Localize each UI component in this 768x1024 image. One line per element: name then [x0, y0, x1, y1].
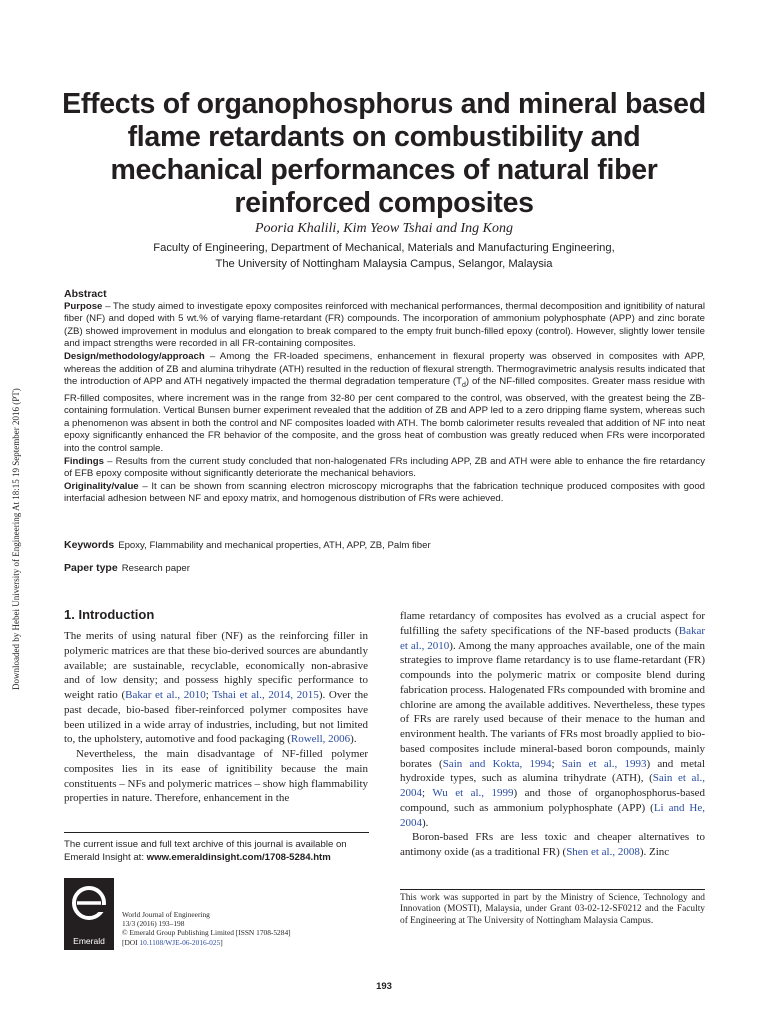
citation-link[interactable]: Bakar et al., 2010: [400, 624, 705, 652]
text: ]: [220, 937, 223, 947]
paragraph: [400, 609, 705, 830]
citation-link[interactable]: Tshai et al., 2014, 2015: [212, 689, 319, 701]
abstract-design: [64, 351, 705, 456]
abstract-purpose: [64, 301, 705, 351]
text: ). Among the many approaches available, one of the main strategies to improve flame retardancy is to use flame-retardant (FR) compounds into the polymeric matrix or composite blend during fabrication process. Halogenated FRs compounded with bromine and chlorine are among the available additives. Nevertheless, these types of FRs are rarely used because of their menace to the human and environment health. The variants of FRs most broadly applied to bio-based composites include mineral-based boron compounds, mainly borates (: [400, 639, 705, 770]
paper-type-label: Paper type: [64, 562, 118, 574]
abstract-text: ) of the NF-filled composites. Greater mass residue with FR-filled composites, where increment was in the range from 32-80 per cent compared to the control, was observed, with the greatest being the ZB-containing formulation. Vertical Bunsen burner experiment revealed that the addition of ZB and APP led to a zero dripping flame system, whereas such a phenomenon was absent in both the control and NF composites loaded with ATH. The bomb calorimeter results revealed that addition of NF into neat epoxy significantly enhanced the FR behavior of the composite, and the gross heat of combustion was greatly reduced when FRs were incorporated into the control sample.: [64, 376, 706, 455]
text: ).: [422, 816, 429, 829]
logo-wordmark: Emerald: [73, 936, 105, 946]
archive-note: [64, 838, 369, 864]
text: The merits of using natural fiber (NF) as the reinforcing filler in polymeric matrices are that these bio-derived sources are abundantly available; are sustainable, recyclable, economically non-abrasive and of low density; and possess highly specific performance to weight ratio (: [64, 630, 368, 701]
journal-line: © Emerald Group Publishing Limited [ISSN 1708-5284]: [122, 928, 291, 938]
funding-note: This work was supported in part by the Ministry of Science, Technology and Innovation (MOSTI), Malaysia, under Grant 03-02-12-SF0212 and the Faculty of Engineering at The University of Nottingham Malaysia Campus.: [400, 893, 705, 926]
text: ;: [551, 757, 562, 770]
abstract-subscript: d: [461, 382, 466, 390]
abstract-label: Findings: [64, 455, 104, 467]
journal-line: World Journal of Engineering: [122, 910, 210, 919]
section-heading: 1. Introduction: [64, 607, 155, 622]
keywords-text: Epoxy, Flammability and mechanical properties, ATH, APP, ZB, Palm fiber: [118, 540, 431, 551]
doi-link[interactable]: 10.1108/WJE-06-2016-025: [139, 937, 221, 947]
text: [DOI: [122, 937, 140, 947]
abstract-text: – The study aimed to investigate epoxy composites reinforced with mechanical performances, thermal decomposition and ignitibility of natural fiber (NF) and doped with 5 wt.% of varying flame-retardant (FR) compounds. The incorporation of ammonium polyphosphate (APP) and zinc borate (ZB) showed improvement in modulus and elongation to break compared to the empty fruit bunch-filled epoxy (control). However, slightly lower tensile and impact strengths were recorded in all FR-containing composites.: [64, 300, 705, 350]
paper-title: Effects of organophosphorus and mineral based flame retardants on combustibility and mechanical performances of natural fiber reinforced composites: [62, 88, 706, 219]
emerald-logo: [64, 878, 114, 950]
citation-link[interactable]: Shen et al., 2008: [566, 846, 640, 858]
citation-link[interactable]: Bakar et al., 2010: [125, 689, 206, 701]
footnote-divider: [64, 832, 369, 833]
abstract-text: – It can be shown from scanning electron microscopy micrographs that the fabrication technique produced composites with good interfacial adhesion between NF and epoxy matrix, and homogenous distribution of FRs were achieved.: [64, 480, 705, 505]
abstract-text: – Among the FR-loaded specimens, enhancement in flexural property was observed in composites with APP, whereas the addition of ZB and alumina trihydrate (ATH) resulted in the reduction of flexural strength. Thermogravimetric analysis results indicated that the introduction of APP and ATH negatively impacted the thermal degradation temperature (T: [64, 350, 705, 388]
paragraph: [400, 830, 705, 860]
emerald-e-icon: [64, 878, 114, 930]
affiliation-line: The University of Nottingham Malaysia Campus, Selangor, Malaysia: [215, 258, 553, 270]
journal-info: [122, 910, 291, 947]
archive-line: The current issue and full text archive of this journal is available on: [64, 839, 347, 850]
text: ;: [422, 787, 433, 799]
author-list: Pooria Khalili, Kim Yeow Tshai and Ing Kong: [254, 221, 513, 236]
keywords-label: Keywords: [64, 539, 115, 551]
abstract-heading: Abstract: [64, 288, 107, 300]
archive-link[interactable]: www.emeraldinsight.com/1708-5284.htm: [146, 852, 331, 863]
citation-link[interactable]: Rowell, 2006: [290, 733, 351, 746]
citation-link[interactable]: Sain et al., 1993: [561, 757, 647, 770]
citation-link[interactable]: Sain and Kokta, 1994: [442, 757, 552, 770]
abstract-findings: [64, 456, 705, 481]
abstract-label: Originality/value: [64, 480, 139, 492]
text: ).: [350, 733, 357, 746]
text: Emerald Insight at:: [64, 852, 147, 863]
citation-link[interactable]: Li and He, 2004: [400, 801, 705, 829]
paper-type-text: Research paper: [121, 563, 190, 574]
text: Boron-based FRs are less toxic and cheaper alternatives to antimony oxide (as a traditional FR) (: [400, 831, 705, 858]
affiliation: [60, 240, 708, 272]
citation-link[interactable]: Sain et al., 2004: [400, 772, 705, 799]
keywords: [64, 539, 705, 551]
download-watermark: Downloaded by Hebei University of Engineering At 18:15 19 September 2016 (PT): [11, 388, 21, 690]
abstract-label: Purpose: [64, 300, 103, 312]
paragraph: [64, 629, 368, 747]
text: ) and those of organophosphorus-based compound, such as ammonium polyphosphate (APP) (: [400, 787, 705, 814]
affiliation-line: Faculty of Engineering, Department of Mechanical, Materials and Manufacturing Engineering,: [153, 242, 615, 254]
doi-line: [122, 938, 291, 947]
right-column: [400, 609, 705, 860]
page-number: 193: [376, 981, 392, 992]
citation-link[interactable]: Wu et al., 1999: [432, 787, 514, 799]
text: flame retardancy of composites has evolved as a crucial aspect for fulfilling the safety specifications of the NF-based products (: [400, 610, 705, 637]
left-column: [64, 629, 368, 806]
abstract-originality: [64, 481, 705, 506]
text: ) and metal hydroxide types, such as alumina trihydrate (ATH), (: [400, 757, 705, 785]
paragraph: Nevertheless, the main disadvantage of NF-filled polymer composites lies in its ease of ignitibility because the main constituents – NFs and polymeric matrices – show high flammability properties in nature. Therefore, enhancement in the: [64, 748, 368, 805]
footnote-divider: [400, 889, 705, 890]
text: ). Zinc: [639, 846, 670, 858]
journal-line: 13/3 (2016) 193–198: [122, 919, 185, 929]
paper-type: [64, 562, 705, 574]
text: ;: [205, 689, 213, 701]
archive-line: [64, 851, 369, 864]
abstract-label: Design/methodology/approach: [64, 350, 205, 362]
text: ). Over the past decade, bio-based fiber-reinforced polymer composites have been utilized in a wide array of industries, including, but not limited to, the upholstery, automotive and food packaging (: [64, 689, 368, 746]
abstract-text: – Results from the current study concluded that non-halogenated FRs including APP, ZB and ATH were able to enhance the fire retardancy of EFB epoxy composite without significantly deteriorate the mechanical behaviors.: [64, 455, 705, 480]
abstract-block: [64, 288, 705, 506]
